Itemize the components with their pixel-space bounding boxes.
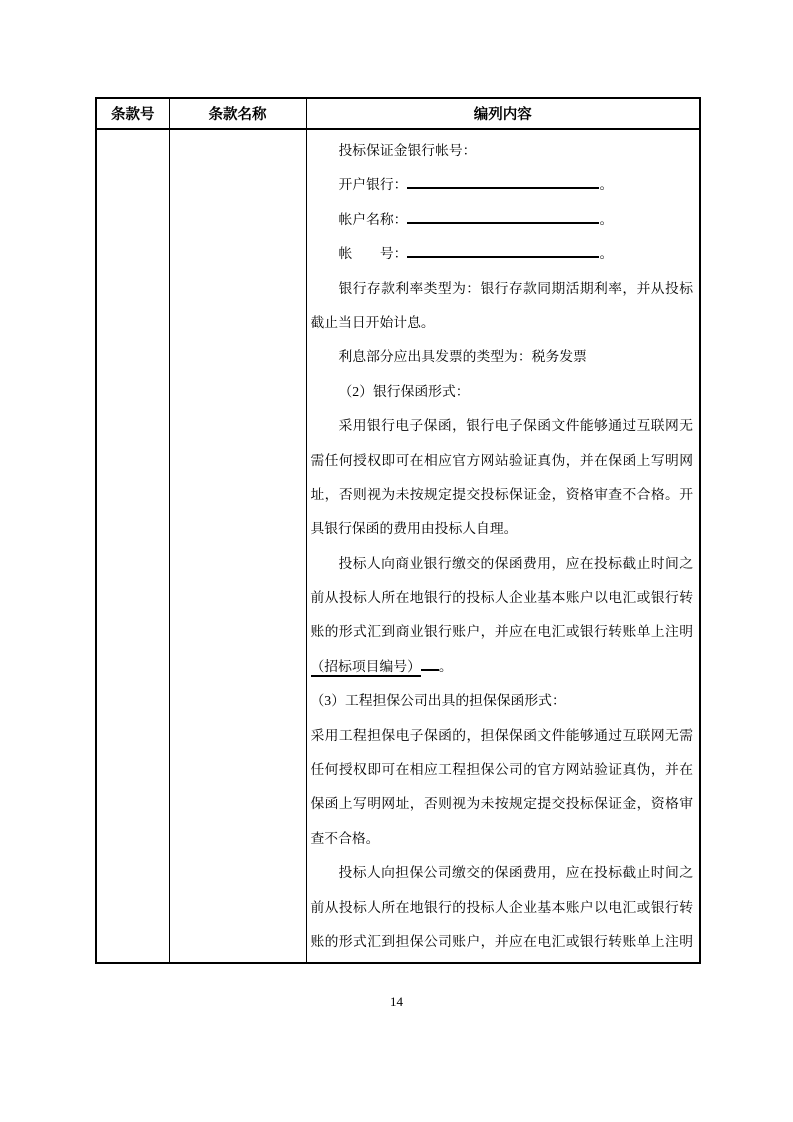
content-line: 前从投标人所在地银行的投标人企业基本账户以电汇或银行转 bbox=[310, 590, 693, 606]
cell-content bbox=[306, 129, 700, 963]
content-line: 投标保证金银行帐号： bbox=[338, 143, 477, 158]
table-row bbox=[96, 129, 700, 963]
content-line: 账的形式汇到担保公司账户，并应在电汇或银行转账单上注明 bbox=[310, 933, 693, 949]
cell-clause-name bbox=[169, 129, 306, 963]
content-line: 投标人向商业银行缴交的保函费用，应在投标截止时间之 bbox=[338, 555, 693, 571]
content-line: 需任何授权即可在相应官方网站验证真伪，并在保函上写明网 bbox=[310, 452, 693, 468]
content-line bbox=[311, 650, 694, 684]
underline-suffix: 。 bbox=[438, 658, 453, 674]
content-line: 投标人向担保公司缴交的保函费用，应在投标截止时间之 bbox=[338, 865, 693, 881]
blank-line-suffix: 。 bbox=[599, 177, 614, 193]
content-line: 保函上写明网址，否则视为未按规定提交投标保证金，资格审 bbox=[310, 796, 693, 812]
cell-clause-no bbox=[96, 129, 169, 963]
header-clause-name: 条款名称 bbox=[169, 98, 306, 129]
content-line: 利息部分应出具发票的类型为：税务发票 bbox=[338, 349, 587, 365]
content-line: 任何授权即可在相应工程担保公司的官方网站验证真伪，并在 bbox=[310, 762, 693, 778]
blank-line-label: 帐 号： bbox=[338, 246, 408, 262]
table-header-row bbox=[96, 98, 700, 129]
content-line bbox=[311, 203, 694, 237]
content-line: 截止当日开始计息。 bbox=[310, 314, 435, 330]
content-line: 前从投标人所在地银行的投标人企业基本账户以电汇或银行转 bbox=[310, 899, 693, 915]
blank-line-suffix: 。 bbox=[599, 211, 614, 227]
underlined-placeholder: （招标项目编号） bbox=[311, 659, 421, 677]
underline-tail bbox=[421, 654, 439, 671]
blank-line-suffix: 。 bbox=[599, 246, 614, 262]
clause-table bbox=[95, 97, 701, 964]
content-line: 账的形式汇到商业银行账户，并应在电汇或银行转账单上注明 bbox=[310, 624, 693, 640]
header-clause-no: 条款号 bbox=[96, 98, 169, 129]
content-line bbox=[311, 168, 694, 202]
content-line: （3）工程担保公司出具的担保保函形式： bbox=[310, 693, 566, 709]
fill-in-blank bbox=[407, 172, 599, 189]
content-line: 查不合格。 bbox=[310, 830, 380, 846]
blank-line-label: 帐户名称： bbox=[338, 211, 408, 227]
content-line: 采用银行电子保函，银行电子保函文件能够通过互联网无 bbox=[338, 418, 693, 434]
fill-in-blank bbox=[407, 207, 599, 224]
content-line: 采用工程担保电子保函的，担保保函文件能够通过互联网无需 bbox=[310, 727, 693, 743]
content-line bbox=[311, 237, 694, 271]
content-line: 具银行保函的费用由投标人自理。 bbox=[310, 521, 518, 537]
content-line: 银行存款利率类型为：银行存款同期活期利率，并从投标 bbox=[338, 280, 693, 296]
content-text-block bbox=[307, 130, 700, 962]
blank-line-label: 开户银行： bbox=[338, 177, 408, 193]
fill-in-blank bbox=[407, 241, 599, 258]
content-line: （2）银行保函形式： bbox=[338, 383, 470, 399]
page-number: 14 bbox=[390, 994, 403, 1009]
content-line: 址，否则视为未按规定提交投标保证金，资格审查不合格。开 bbox=[310, 486, 693, 502]
header-content: 编列内容 bbox=[306, 98, 700, 129]
